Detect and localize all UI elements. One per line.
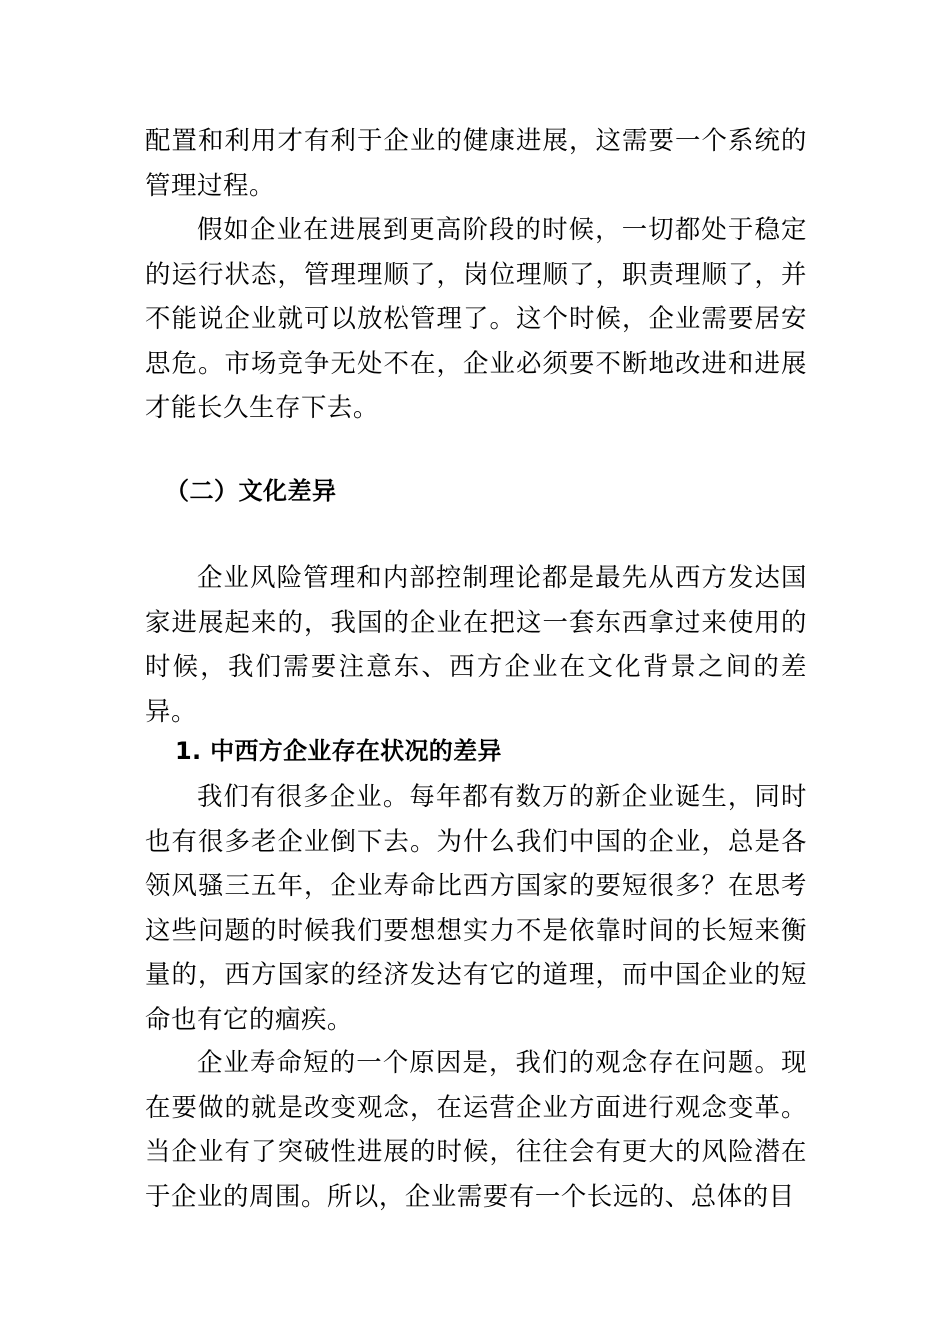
subsection-heading: 1. 中西方企业存在状况的差异 xyxy=(175,737,502,765)
section-heading: （二）文化差异 xyxy=(165,477,337,505)
body-paragraph: 企业风险管理和内部控制理论都是最先从西方发达国家进展起来的，我国的企业在把这一套东西拿过来使用的时候，我们需要注意东、西方企业在文化背景之间的差异。 xyxy=(145,562,807,726)
body-paragraph: 我们有很多企业。每年都有数万的新企业诞生，同时也有很多老企业倒下去。为什么我们中国的企业，总是各领风骚三五年，企业寿命比西方国家的要短很多？在思考这些问题的时候我们要想想实力不是依靠时间的长短来衡量的，西方国家的经济发达有它的道理，而中国企业的短命也有它的痼疾。 xyxy=(145,781,807,1034)
body-paragraph: 企业寿命短的一个原因是，我们的观念存在问题。现在要做的就是改变观念，在运营企业方面进行观念变革。当企业有了突破性进展的时候，往往会有更大的风险潜在于企业的周围。所以，企业需要有一个长远的、总体的目 xyxy=(145,1047,807,1211)
body-paragraph: 配置和利用才有利于企业的健康进展，这需要一个系统的管理过程。 xyxy=(145,125,807,200)
body-paragraph: 假如企业在进展到更高阶段的时候，一切都处于稳定的运行状态，管理理顺了，岗位理顺了，职责理顺了，并不能说企业就可以放松管理了。这个时候，企业需要居安思危。市场竞争无处不在，企业必须要不断地改进和进展才能长久生存下去。 xyxy=(145,214,807,422)
